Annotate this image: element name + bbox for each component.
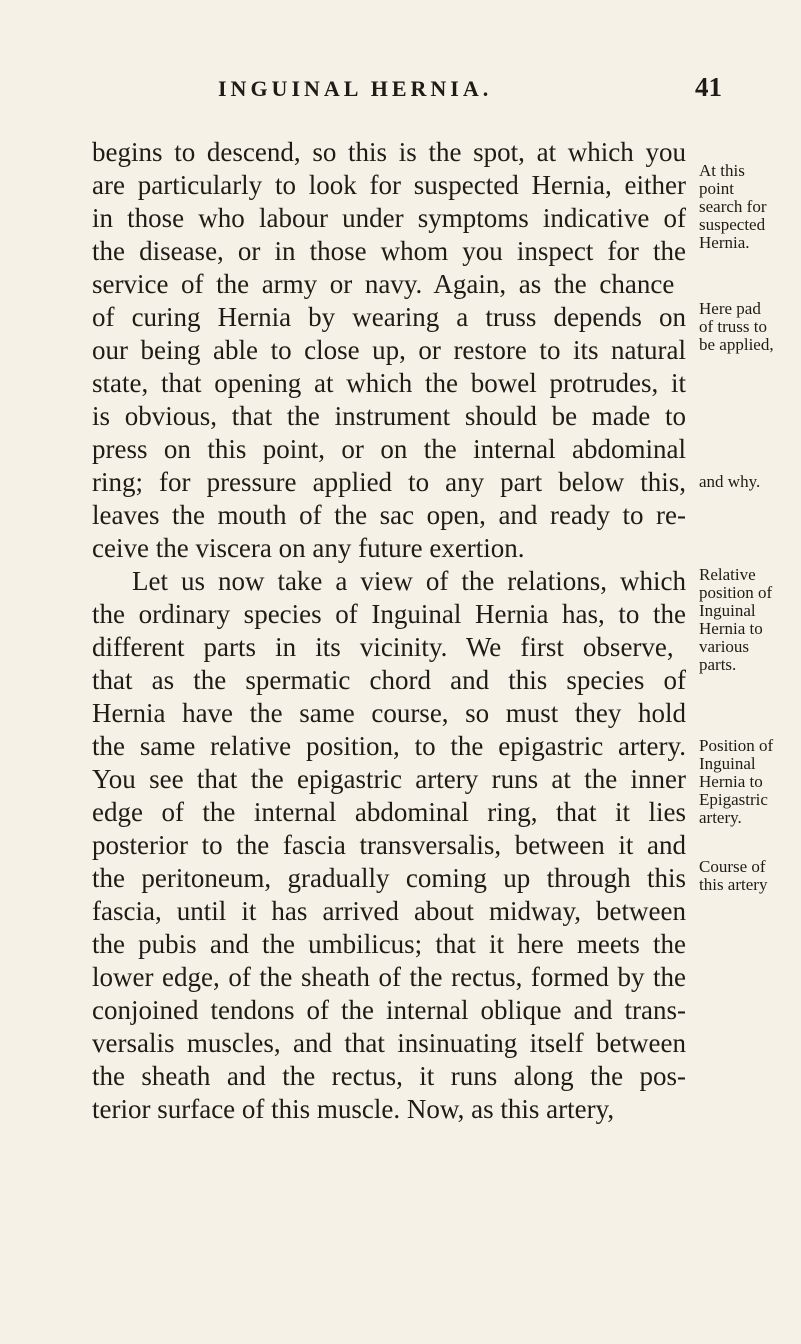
text-line: the same relative position, to the epigastric artery.: [92, 731, 686, 761]
margin-note-line: Inguinal: [699, 754, 756, 773]
margin-note-line: Hernia.: [699, 233, 750, 252]
text-line: of curing Hernia by wearing a truss depends on: [92, 302, 686, 332]
text-line: the sheath and the rectus, it runs along the pos-: [92, 1061, 686, 1091]
margin-note: [699, 566, 772, 674]
text-line: You see that the epigastric artery runs at the inner: [92, 764, 686, 794]
margin-note-line: be applied,: [699, 335, 774, 354]
margin-note: [699, 162, 767, 252]
margin-note-line: of truss to: [699, 317, 767, 336]
text-line: service of the army or navy. Again, as the chance: [92, 269, 675, 299]
margin-note-line: artery.: [699, 808, 742, 827]
margin-note: [699, 473, 760, 491]
margin-note-line: parts.: [699, 655, 737, 674]
margin-note-line: and why.: [699, 472, 761, 491]
text-line: Hernia have the same course, so must they hold: [92, 698, 686, 728]
text-line: different parts in its vicinity. We first observe,: [92, 632, 674, 662]
text-line: the ordinary species of Inguinal Hernia has, to the: [92, 599, 686, 629]
text-line: ring; for pressure applied to any part below this,: [92, 467, 686, 497]
text-line: versalis muscles, and that insinuating itself between: [92, 1028, 686, 1058]
margin-note-line: Position of: [699, 736, 774, 755]
text-line: terior surface of this muscle. Now, as this artery,: [92, 1094, 615, 1124]
margin-note-line: Epigastric: [699, 790, 768, 809]
margin-note-line: At this: [699, 161, 745, 180]
running-title: INGUINAL HERNIA.: [218, 76, 493, 101]
text-line: are particularly to look for suspected Hernia, either: [92, 170, 686, 200]
margin-note-line: Relative: [699, 565, 756, 584]
text-line: lower edge, of the sheath of the rectus, formed by the: [92, 962, 686, 992]
margin-note-line: this artery: [699, 875, 768, 894]
margin-note-line: various: [699, 637, 750, 656]
margin-note-line: position of: [699, 583, 773, 602]
text-line: edge of the internal abdominal ring, that it lies: [92, 797, 686, 827]
text-line: in those who labour under symptoms indicative of: [92, 203, 686, 233]
text-line: posterior to the fascia transversalis, between it and: [92, 830, 686, 860]
text-line: the peritoneum, gradually coming up through this: [92, 863, 686, 893]
margin-note: [699, 858, 767, 894]
margin-note: [699, 737, 773, 827]
text-line: is obvious, that the instrument should be made to: [92, 401, 686, 431]
text-line: conjoined tendons of the internal oblique and trans-: [92, 995, 686, 1025]
text-line: begins to descend, so this is the spot, at which you: [92, 137, 686, 167]
margin-note-line: Course of: [699, 857, 766, 876]
margin-note: [699, 300, 774, 354]
text-line: fascia, until it has arrived about midway, between: [92, 896, 686, 926]
text-line: that as the spermatic chord and this species of: [92, 665, 686, 695]
text-line: Let us now take a view of the relations, which: [132, 566, 686, 596]
page-number: 41: [695, 72, 722, 102]
text-line: the disease, or in those whom you inspect for the: [92, 236, 686, 266]
text-line: the pubis and the umbilicus; that it here meets the: [92, 929, 686, 959]
margin-note-line: Hernia to: [699, 619, 763, 638]
text-line: ceive the viscera on any future exertion.: [92, 533, 525, 563]
text-line: state, that opening at which the bowel protrudes, it: [92, 368, 686, 398]
margin-note-line: search for: [699, 197, 767, 216]
margin-note-line: Here pad: [699, 299, 761, 318]
margin-note-line: suspected: [699, 215, 766, 234]
margin-note-line: Inguinal: [699, 601, 756, 620]
text-line: leaves the mouth of the sac open, and ready to re-: [92, 500, 686, 530]
margin-note-line: Hernia to: [699, 772, 763, 791]
margin-note-line: point: [699, 179, 734, 198]
text-line: press on this point, or on the internal abdominal: [92, 434, 686, 464]
text-line: our being able to close up, or restore to its natural: [92, 335, 686, 365]
